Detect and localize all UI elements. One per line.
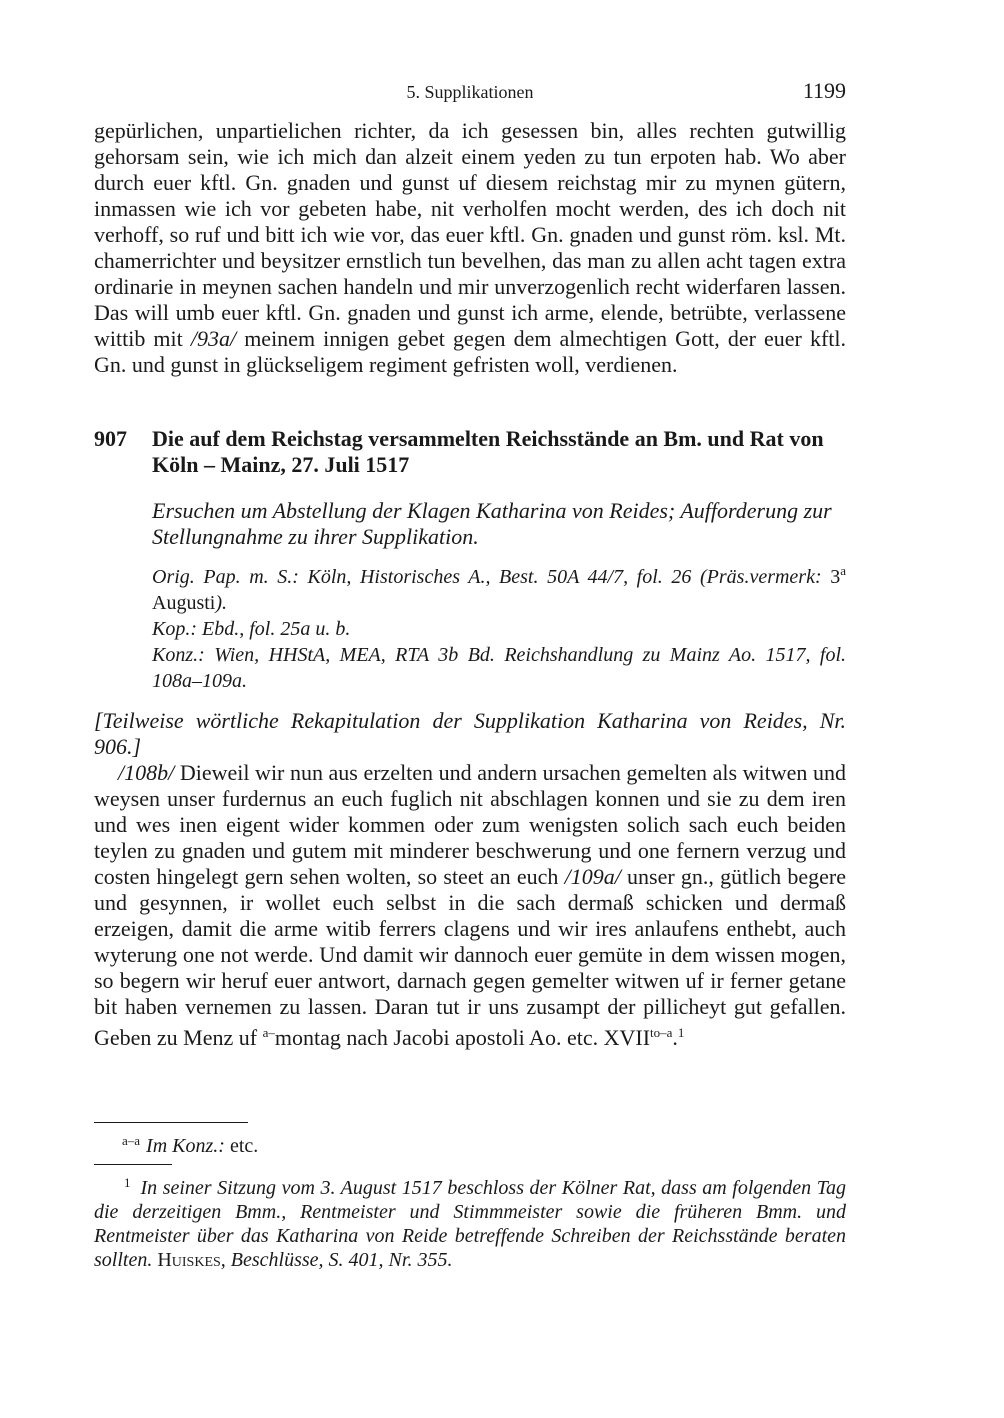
regest: Ersuchen um Abstellung der Klagen Katharina von Reides; Aufforderung zur Stellungnahme zu ihrer Supplikation. bbox=[152, 498, 832, 549]
page-number: 1199 bbox=[802, 78, 846, 103]
running-head bbox=[94, 78, 846, 112]
editorial-note: [Teilweise wörtliche Rekapitulation der Supplikation Katharina von Reides, Nr. 906.] bbox=[94, 708, 846, 759]
author-name: Huiskes bbox=[157, 1249, 221, 1271]
document-number: 907 bbox=[94, 426, 127, 451]
document-text: /108b/ Dieweil wir nun aus erzelten und andern ursachen gemelten als witwen und weysen unser furdernus an euch fuglich nit abschlagen konnen und sie zu dem iren und wes inen eigent wider kommen oder zum wenigsten solich sach euch beiden teylen zu gnaden und gutem mit minderer beschwerung und one fernern verzug und costen hingelegt gern sehen wolten, so steet an euch /109a/ unser gn., gütlich begere und gesynnen, ir wollet euch selbst in die sach dermaß schicken und dermaß erzeigen, damit die arme witib ferrers clagens und wir ires anlaufens enthebt, auch wyterung one not werde. Und damit wir dannoch euer gemüte in dem wissen mogen, so begern wir heruf euer antwort, darnach gegen gemelter witwen uf ir ferner getane bit haben vernemen zu lassen. Daran tut ir uns zusampt der pillicheyt gut gefallen. Geben zu Menz uf $^{a-}$montag nach Jacobi apostoli Ao. etc. $XVII^{to-a}.^1$ bbox=[94, 760, 847, 1050]
section-title: 5. Supplikationen bbox=[406, 82, 534, 102]
document-heading bbox=[94, 426, 846, 478]
footnote-rule bbox=[94, 1164, 172, 1165]
footnote-a: $^{a-a}$ Im Konz.: etc. bbox=[94, 1122, 846, 1158]
document-title: Die auf dem Reichstag versammelten Reichsstände an Bm. und Rat von Köln – Mainz, 27. Juli 1517 bbox=[152, 426, 824, 477]
source-orig: Orig. Pap. m. S.: Köln, Historisches A., Best. 50A 44/7, fol. 26 (Präs.vermerk: 3$^a$ Augusti). bbox=[152, 563, 847, 614]
continued-text: gepürlichen, unpartielichen richter, da ich gesessen bin, alles rechten gutwillig gehorsam sein, wie ich mich dan alzeit einem yeden zu tun erpoten hab. Wo aber durch euer kftl. Gn. gnaden und gunst uf diesem reichstag mir zu mynen gütern, inmassen wie ich vor gebeten habe, nit verholfen mocht werden, des ich doch nit verhoff, so ruf und bitt ich wie vor, das euer kftl. Gn. gnaden und gunst röm. ksl. Mt. chamerrichter und beysitzer ernstlich tun bevelhen, das man zu allen acht tagen extra ordinarie in meynen sachen handeln und mir unverzogenlich recht widerfaren lassen. Das will umb euer kftl. Gn. gnaden und gunst ich arme, elende, betrübte, verlassene wittib mit /93a/ meinem innigen gebet gegen dem almechtigen Gott, der euer kftl. Gn. und gunst in glückseligem regiment gefristen woll, verdienen. bbox=[94, 118, 846, 377]
folio-marker: /93a/ bbox=[190, 326, 237, 351]
footnote-rule bbox=[94, 1122, 248, 1123]
variant-marker: a– bbox=[262, 1025, 275, 1040]
footnote-ref[interactable]: 1 bbox=[677, 1025, 685, 1040]
variant-marker: to–a bbox=[650, 1025, 673, 1040]
source-kop: Kop.: Ebd., fol. 25a u. b. bbox=[152, 618, 351, 640]
footnote-mark: a–a bbox=[122, 1133, 141, 1148]
source-konz: Konz.: Wien, HHStA, MEA, RTA 3b Bd. Reichshandlung zu Mainz Ao. 1517, fol. 108a–109a. bbox=[152, 644, 846, 692]
footnote-mark: 1 bbox=[124, 1175, 131, 1190]
source-notes bbox=[152, 558, 846, 694]
folio-marker: /108b/ bbox=[118, 760, 175, 785]
page bbox=[94, 78, 846, 1051]
footnote-1: $^1$ In seiner Sitzung vom 3. August 1517 beschloss der Kölner Rat, dass am folgenden Tag die derzeitigen Bmm., Rentmeister und Stimmmeister sowie die früheren Bmm. und Rentmeister über das Katharina von Reide betreffende Schreiben der Reichsstände beraten sollten. Huiskes, Beschlüsse, S. 401, Nr. 355. bbox=[94, 1164, 846, 1272]
folio-marker: /109a/ bbox=[564, 864, 621, 889]
